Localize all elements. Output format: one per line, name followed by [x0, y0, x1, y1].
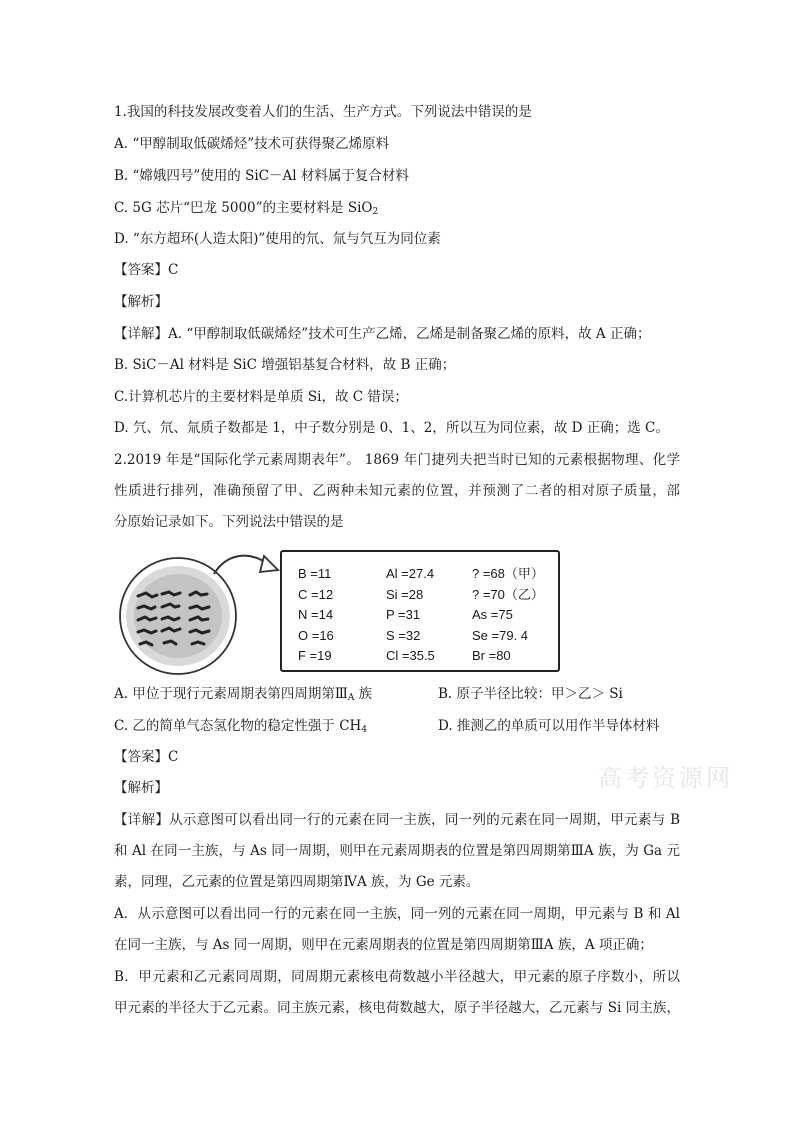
table-cell: B =11 — [298, 566, 332, 581]
q2-stem-line-2: 性质进行排列，准确预留了甲、乙两种未知元素的位置，并预测了二者的相对原子质量，部 — [114, 483, 680, 499]
q2-option-b: B. 原子半径比较：甲＞乙＞ Si — [438, 686, 623, 702]
q1-option-c-text: C. 5G 芯片“巴龙 5000”的主要材料是 SiO — [114, 200, 373, 216]
q2-detail-line-5: 在同一主族，与 As 同一周期，则甲在元素周期表的位置是第四周期第ⅢA 族，A 项正确； — [114, 937, 653, 953]
q2-option-c-subscript: 4 — [361, 725, 368, 735]
q1-answer: 【答案】C — [114, 262, 179, 278]
q2-option-d: D. 推测乙的单质可以用作半导体材料 — [438, 718, 660, 734]
q1-option-b: B. “嫦娥四号”使用的 SiC－Al 材料属于复合材料 — [114, 168, 409, 184]
table-column-3 — [472, 564, 544, 667]
q2-detail-line-2: 和 Al 在同一主族，与 As 同一周期，则甲在元素周期表的位置是第四周期第ⅢA 族，为 Ga 元 — [114, 843, 680, 859]
q1-detail-1: 【详解】A. “甲醇制取低碳烯烃”技术可生产乙烯，乙烯是制备聚乙烯的原料，故 A 正确； — [114, 326, 651, 342]
q2-analysis-label: 【解析】 — [114, 780, 168, 796]
q1-option-d: D. “东方超环(人造太阳)”使用的氘、氚与氕互为同位素 — [114, 231, 441, 247]
q1-detail-3: C.计算机芯片的主要材料是单质 Si，故 C 错误； — [114, 389, 408, 405]
q2-stem-line-1: 2.2019 年是“国际化学元素周期表年”。 1869 年门捷列夫把当时已知的元素根据物理、化学 — [114, 452, 680, 468]
manuscript-sketch-image — [118, 550, 288, 680]
table-cell: Al =27.4 — [386, 566, 435, 581]
q2-option-c — [114, 716, 367, 740]
q2-detail-line-3: 素，同理，乙元素的位置是第四周期第ⅣA 族，为 Ge 元素。 — [114, 874, 480, 890]
table-cell: Cl =35.5 — [386, 648, 435, 663]
table-cell: P =31 — [386, 607, 421, 622]
q1-option-c — [114, 198, 378, 222]
table-cell: ? =68（甲） — [472, 566, 544, 581]
q1-analysis-label: 【解析】 — [114, 294, 168, 310]
table-cell: F =19 — [298, 648, 332, 663]
q2-detail-line-4: A．从示意图可以看出同一行的元素在同一主族，同一列的元素在同一周期，甲元素与 B 和 Al — [114, 906, 680, 922]
q2-option-a-subscript: A — [347, 693, 355, 703]
q1-option-c-subscript: 2 — [372, 207, 379, 217]
table-cell: Si =28 — [386, 586, 424, 602]
table-cell: S =32 — [386, 627, 421, 643]
q2-option-a-suffix: 族 — [354, 686, 373, 702]
table-cell: Br =80 — [472, 648, 511, 663]
q2-option-c-text: C. 乙的简单气态氢化物的稳定性强于 CH — [114, 718, 362, 734]
q2-option-a — [114, 684, 372, 708]
q1-stem: 1.我国的科技发展改变着人们的生活、生产方式。下列说法中错误的是 — [114, 104, 532, 120]
q2-answer: 【答案】C — [114, 749, 179, 765]
q1-option-a: A. “甲醇制取低碳烯烃”技术可获得聚乙烯原料 — [114, 136, 390, 152]
table-cell: N =14 — [298, 607, 334, 622]
table-column-2 — [386, 564, 435, 667]
q2-detail-line-1: 【详解】从示意图可以看出同一行的元素在同一主族，同一列的元素在同一周期，甲元素与 B — [114, 812, 680, 828]
table-cell: O =16 — [298, 627, 334, 643]
table-cell: ? =70（乙） — [472, 586, 544, 602]
q2-option-a-text: A. 甲位于现行元素周期表第四周期第Ⅲ — [114, 686, 348, 702]
table-cell: C =12 — [298, 586, 334, 602]
q2-detail-line-6: B．甲元素和乙元素同周期，同周期元素核电荷数越小半径越大，甲元素的原子序数小，所以 — [114, 969, 680, 985]
q2-stem-line-3: 分原始记录如下。下列说法中错误的是 — [114, 514, 344, 530]
table-cell: Se =79. 4 — [472, 627, 529, 643]
table-column-1 — [298, 564, 334, 667]
mendeleev-table — [280, 550, 560, 672]
q2-detail-line-7: 甲元素的半径大于乙元素。同主族元素，核电荷数越大，原子半径越大，乙元素与 Si 同主族， — [114, 1000, 680, 1016]
q1-detail-4: D. 氕、氘、氚质子数都是 1，中子数分别是 0、1、2，所以互为同位素，故 D 正确；选 C。 — [114, 420, 669, 436]
watermark: 高考资源网 — [598, 764, 733, 792]
table-cell: As =75 — [472, 607, 513, 622]
q1-detail-2: B. SiC－Al 材料是 SiC 增强铝基复合材料，故 B 正确； — [114, 357, 456, 373]
